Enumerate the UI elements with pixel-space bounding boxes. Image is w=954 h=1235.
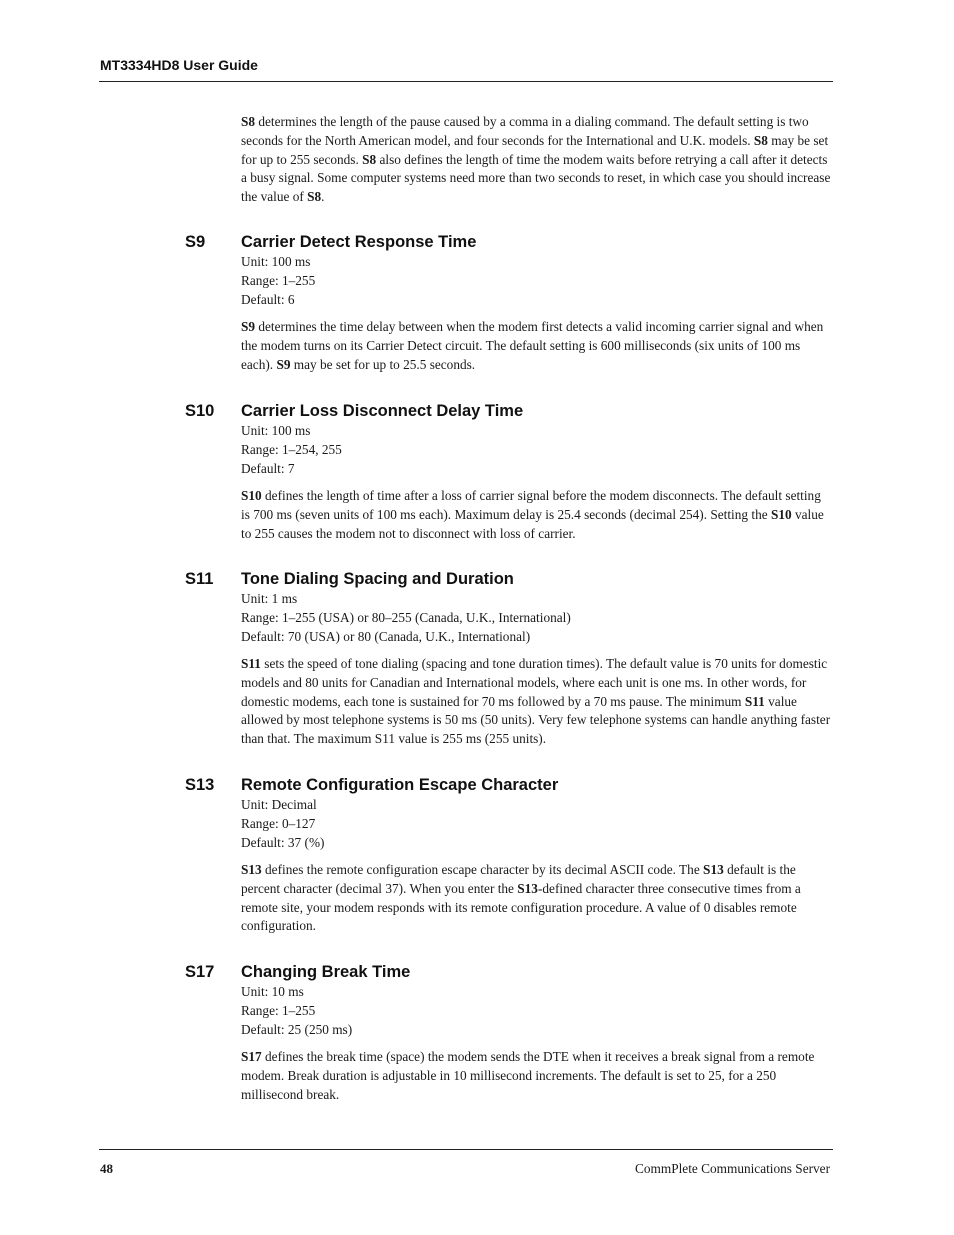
spec-unit: Unit: Decimal <box>241 797 317 812</box>
footer-rule <box>99 1149 833 1150</box>
text-run: may be set for up to 255 seconds. <box>241 132 829 167</box>
text-run: determines the time delay between when the modem first detects a valid incoming carrier signal and when the modem turns on its Carrier Detect circuit. The default setting is 600 milliseconds (six units of 100 ms each). <box>241 319 824 372</box>
text-run: value to 255 causes the modem not to disconnect with loss of carrier. <box>241 506 824 541</box>
spec-unit: Unit: 1 ms <box>241 591 298 606</box>
register-ref: S10 <box>241 488 262 503</box>
section-body <box>241 655 833 749</box>
spec-range: Range: 0–127 <box>241 815 316 831</box>
footer-title: CommPlete Communications Server <box>635 1161 830 1176</box>
register-ref: S13 <box>517 880 538 896</box>
section-code: S11 <box>185 570 214 588</box>
spec-list <box>241 253 315 309</box>
section-body <box>241 1048 833 1104</box>
spec-default: Default: 6 <box>241 291 295 307</box>
spec-default: Default: 25 (250 ms) <box>241 1021 353 1037</box>
text-run: also defines the length of time the modem waits before retrying a call after it detects a busy signal. Some computer systems need more than two seconds to reset, in which case you should increase the value of <box>241 151 831 205</box>
text-run: defines the remote configuration escape character by its decimal ASCII code. The <box>261 862 704 877</box>
section-title: Remote Configuration Escape Character <box>241 776 559 794</box>
text-run: determines the length of the pause caused by a comma in a dialing command. The default setting is two seconds for the North American model, and four seconds for the International and U.K. models. <box>241 114 809 148</box>
text-run: value allowed by most telephone systems is 50 ms (50 units). Very few telephone systems can handle anything faster than that. The maximum S11 value is 255 ms (255 units). <box>241 693 831 747</box>
section-body <box>241 318 833 374</box>
register-ref: S9 <box>276 356 291 372</box>
spec-list <box>241 590 571 646</box>
section-code: S10 <box>185 402 215 420</box>
register-ref: S8 <box>307 189 322 205</box>
section-body <box>241 861 833 936</box>
register-ref: S17 <box>241 1049 262 1064</box>
register-ref: S13 <box>241 862 262 877</box>
running-header: MT3334HD8 User Guide <box>100 57 258 73</box>
register-ref: S8 <box>753 132 768 148</box>
intro-paragraph <box>241 113 833 207</box>
spec-range: Range: 1–255 <box>241 272 316 288</box>
spec-unit: Unit: 100 ms <box>241 254 311 269</box>
header-rule <box>99 81 833 82</box>
section-title: Carrier Detect Response Time <box>241 233 477 251</box>
register-ref: S11 <box>241 656 261 671</box>
spec-default: Default: 37 (%) <box>241 834 325 850</box>
register-ref: S13 <box>703 862 724 877</box>
register-ref: S8 <box>241 114 256 129</box>
text-run: -defined character three consecutive times from a remote site, your modem responds with its remote configuration procedure. A value of 0 disables remote configuration. <box>241 880 801 934</box>
section-title: Carrier Loss Disconnect Delay Time <box>241 402 524 420</box>
section-code: S9 <box>185 233 206 251</box>
spec-unit: Unit: 100 ms <box>241 423 311 438</box>
text-run: . <box>321 189 325 205</box>
register-ref: S11 <box>744 693 765 709</box>
text-run: default is the percent character (decimal 37). When you enter the <box>241 862 796 896</box>
register-ref: S9 <box>241 319 256 334</box>
spec-list <box>241 796 324 852</box>
section-title: Changing Break Time <box>241 963 411 981</box>
spec-range: Range: 1–255 <box>241 1002 316 1018</box>
spec-range: Range: 1–254, 255 <box>241 441 342 457</box>
section-code: S13 <box>185 776 215 794</box>
register-ref: S10 <box>770 506 792 522</box>
spec-default: Default: 7 <box>241 460 295 476</box>
text-run: sets the speed of tone dialing (spacing and tone duration times). The default value is 70 units for domestic models and 80 units for Canadian and International models, where each unit is one ms. In other words, for domestic modems, each tone is sustained for 70 ms followed by a 70 ms pause. The minimum <box>241 656 828 709</box>
text-run: defines the break time (space) the modem sends the DTE when it receives a break signal from a remote modem. Break duration is adjustable in 10 millisecond increments. The default is set to 25, for a 250 millisecond break. <box>241 1049 815 1102</box>
page-number: 48 <box>100 1161 113 1176</box>
section-code: S17 <box>185 963 215 981</box>
spec-list <box>241 422 342 478</box>
spec-list <box>241 983 352 1039</box>
spec-unit: Unit: 10 ms <box>241 984 304 999</box>
text-run: may be set for up to 25.5 seconds. <box>290 356 476 372</box>
text-run: defines the length of time after a loss of carrier signal before the modem disconnects. The default setting is 700 ms (seven units of 100 ms each). Maximum delay is 25.4 seconds (decimal 254). Setting the <box>241 488 821 522</box>
spec-default: Default: 70 (USA) or 80 (Canada, U.K., International) <box>241 628 531 644</box>
section-title: Tone Dialing Spacing and Duration <box>241 570 514 588</box>
register-ref: S8 <box>362 151 377 167</box>
spec-range: Range: 1–255 (USA) or 80–255 (Canada, U.K., International) <box>241 609 571 625</box>
section-body <box>241 487 833 543</box>
